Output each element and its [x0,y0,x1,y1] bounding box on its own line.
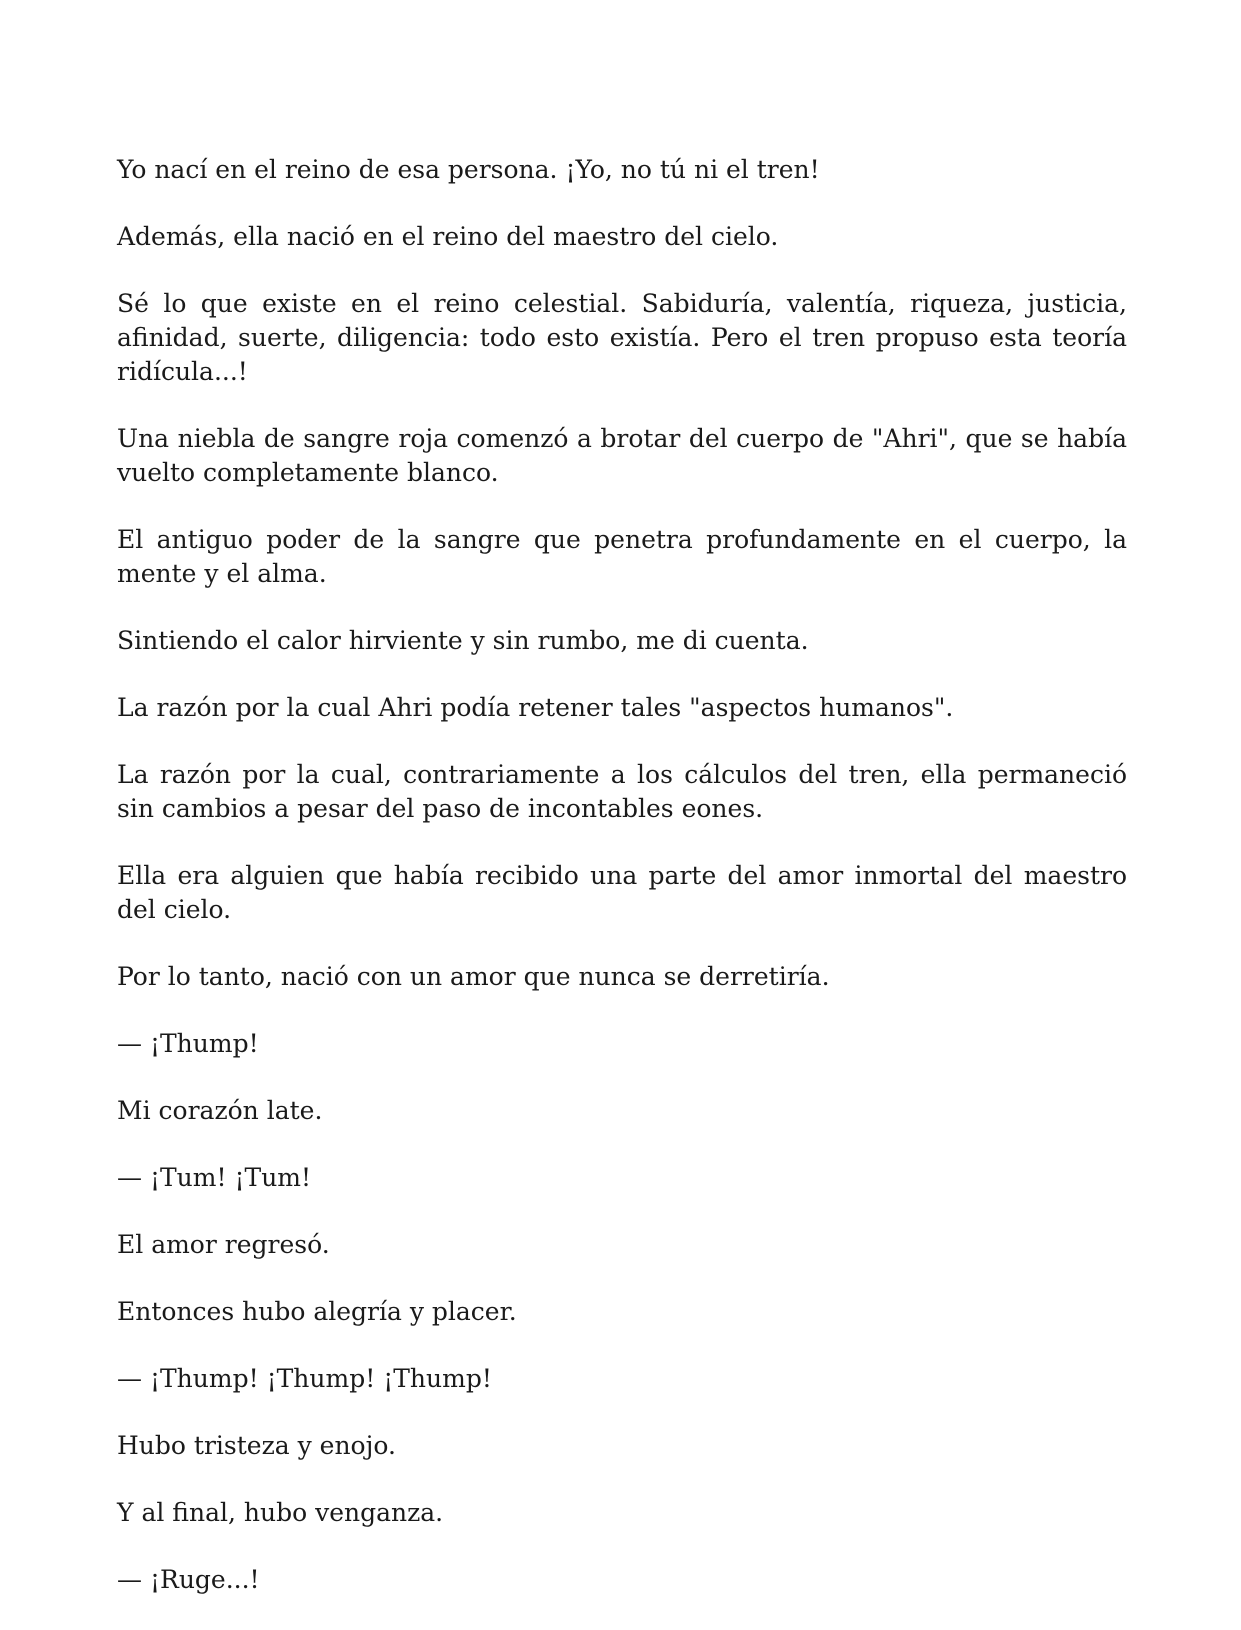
paragraph: Entonces hubo alegría y placer. [117,1297,517,1326]
document-body [117,153,1127,1630]
paragraph: El amor regresó. [117,1230,330,1259]
paragraph: — ¡Tum! ¡Tum! [117,1163,312,1192]
paragraph: Una niebla de sangre roja comenzó a brotar del cuerpo de "Ahri", que se había vuelto completamente blanco. [117,424,1127,487]
paragraph: La razón por la cual, contrariamente a los cálculos del tren, ella permaneció sin cambios a pesar del paso de incontables eones. [117,760,1127,823]
paragraph: Sintiendo el calor hirviente y sin rumbo, me di cuenta. [117,626,809,655]
paragraph: Mi corazón late. [117,1096,323,1125]
paragraph: — ¡Ruge...! [117,1565,260,1594]
paragraph: Hubo tristeza y enojo. [117,1431,396,1460]
paragraph: El antiguo poder de la sangre que penetra profundamente en el cuerpo, la mente y el alma. [117,525,1127,588]
paragraph: Por lo tanto, nació con un amor que nunca se derretiría. [117,962,830,991]
paragraph: — ¡Thump! [117,1029,259,1058]
paragraph: La razón por la cual Ahri podía retener tales "aspectos humanos". [117,693,954,722]
paragraph: Ella era alguien que había recibido una parte del amor inmortal del maestro del cielo. [117,861,1127,924]
paragraph: Sé lo que existe en el reino celestial. Sabiduría, valentía, riqueza, justicia, afinidad, suerte, diligencia: todo esto existía. Pero el tren propuso esta teoría ridícula...! [117,289,1127,386]
paragraph: — ¡Thump! ¡Thump! ¡Thump! [117,1364,492,1393]
paragraph: Y al final, hubo venganza. [117,1498,444,1527]
paragraph: Además, ella nació en el reino del maestro del cielo. [117,222,779,251]
paragraph: Yo nací en el reino de esa persona. ¡Yo, no tú ni el tren! [117,155,820,184]
